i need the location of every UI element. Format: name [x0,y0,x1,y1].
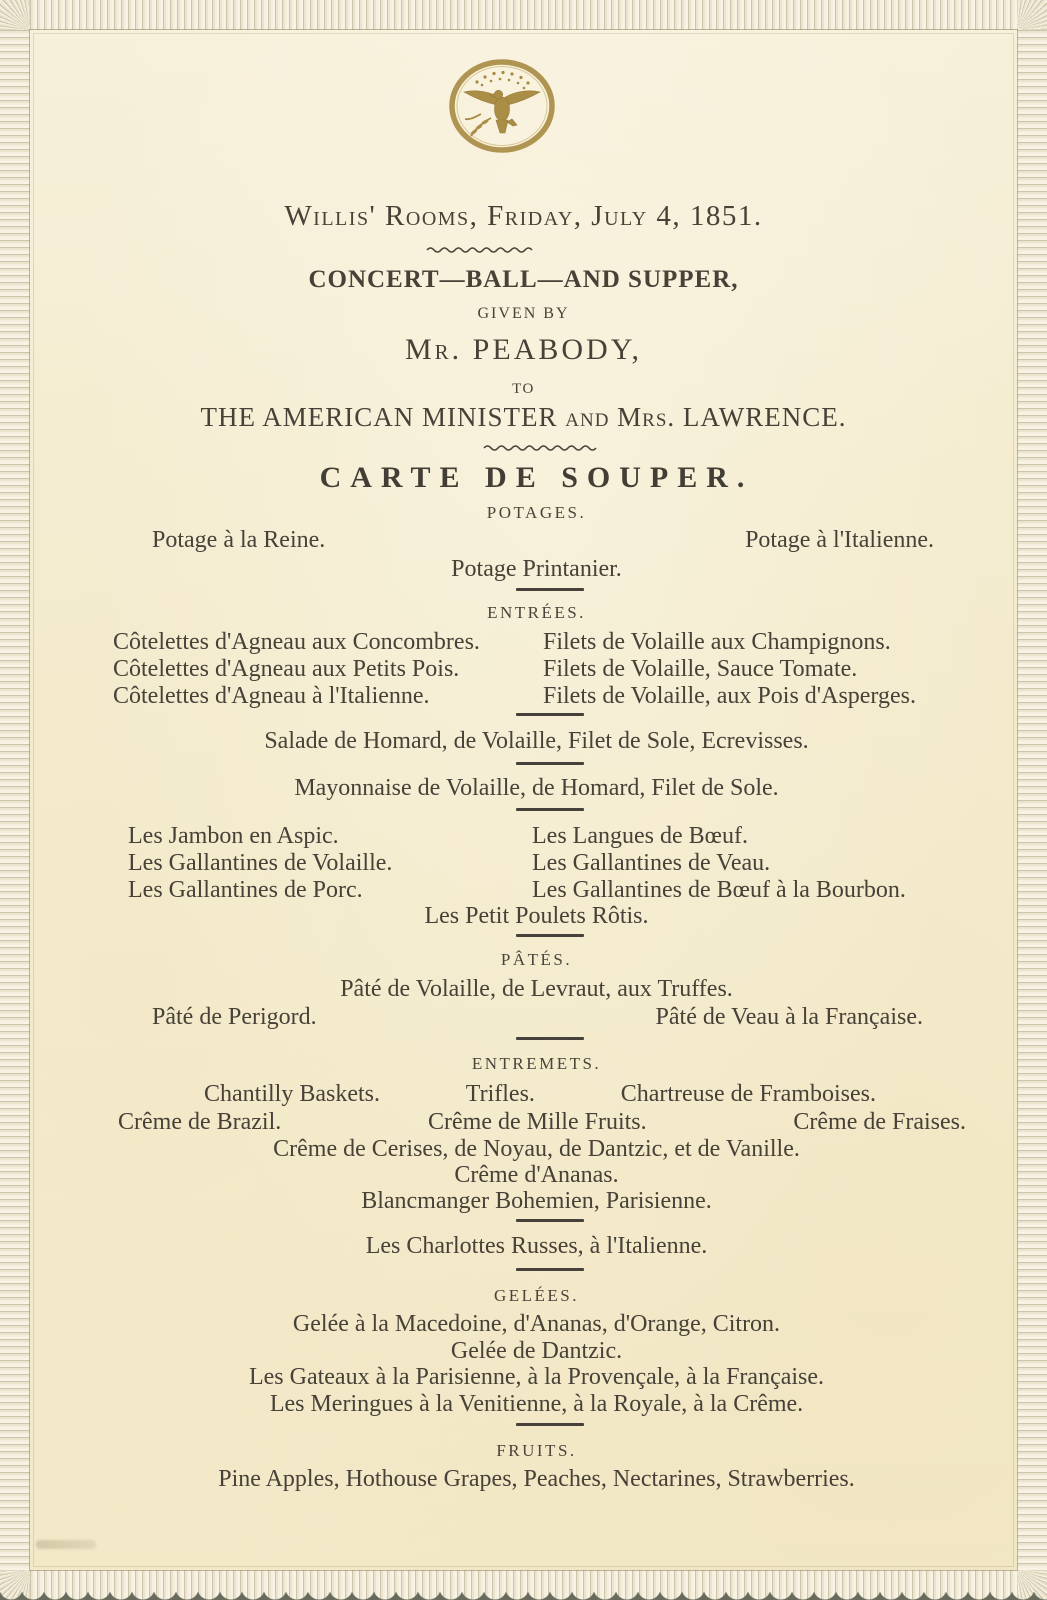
lace-corner-top-left [0,0,30,30]
entrees-row [0,629,1047,659]
lace-border-left [0,0,30,1600]
poulets-line: Les Petit Poulets Rôtis. [424,903,649,929]
potages-row [30,527,1017,554]
pate-left-item: Pâté de Perigord. [152,1004,317,1030]
charlottes-line: Les Charlottes Russes, à l'Italienne. [365,1233,708,1259]
pates-row [30,1004,1017,1031]
entremets-item: Crême de Mille Fruits. [428,1109,647,1135]
entree-left-item: Côtelettes d'Agneau à l'Italienne. [113,683,430,709]
cold-right-item: Les Langues de Bœuf. [532,823,748,849]
section-rule [516,1423,584,1426]
entremets-item: Trifles. [465,1081,535,1107]
section-rule [516,588,584,591]
entrees-row [0,656,1047,686]
section-rule [516,1268,584,1271]
gelees-line: Gelée de Dantzic. [450,1338,623,1364]
potage-right-item: Potage à l'Italienne. [745,527,934,553]
cold-left-item: Les Gallantines de Porc. [128,877,363,903]
entremets-item: Crême de Fraises. [793,1109,966,1135]
entremets-item: Chantilly Baskets. [204,1081,380,1107]
cold-right-item: Les Gallantines de Bœuf à la Bourbon. [532,877,906,903]
entree-right-item: Filets de Volaille aux Champignons. [543,629,891,655]
mayonnaise-line: Mayonnaise de Volaille, de Homard, Filet de Sole. [294,775,779,801]
entree-left-item: Côtelettes d'Agneau aux Concombres. [113,629,480,655]
venue-date-line: Willis' Rooms, Friday, July 4, 1851. [284,200,763,232]
lace-border-top [0,0,1047,30]
host-line: Mr. PEABODY, [405,333,642,366]
fruits-line: Pine Apples, Hothouse Grapes, Peaches, Nectarines, Strawberries. [218,1466,855,1492]
entremets-ananas-line: Crême d'Ananas. [454,1162,619,1188]
entremets-blancmanger-line: Blancmanger Bohemien, Parisienne. [361,1188,712,1214]
ornament-wavy-rule-1 [425,242,535,252]
section-rule [516,762,584,765]
menu-title: CARTE DE SOUPER. [319,461,754,494]
potage-center-item: Potage Printanier. [451,556,622,582]
fruits-heading: FRUITS. [496,1441,577,1460]
cold-dishes-row [0,823,1047,853]
section-rule [516,1219,584,1222]
entrees-heading: ENTRÉES. [487,603,586,622]
entremets-row-2 [30,1109,1017,1136]
to-label: TO [512,381,535,397]
potage-left-item: Potage à la Reine. [152,527,326,553]
cold-left-item: Les Gallantines de Volaille. [128,850,393,876]
entremets-heading: ENTREMETS. [471,1054,602,1073]
pate-right-item: Pâté de Veau à la Française. [655,1004,923,1030]
gelees-heading: GELÉES. [493,1286,580,1305]
entree-right-item: Filets de Volaille, aux Pois d'Asperges. [543,683,916,709]
entremets-item: Chartreuse de Framboises. [620,1081,876,1107]
section-rule [516,713,584,716]
lace-border-right [1017,0,1047,1600]
given-by-label: GIVEN BY [477,305,570,322]
ornament-wavy-rule-2 [482,440,600,450]
cold-left-item: Les Jambon en Aspic. [128,823,339,849]
scalloped-edge-bottom [0,1592,1047,1600]
potages-heading: POTAGES. [486,503,587,522]
gelees-line: Les Gateaux à la Parisienne, à la Provençale, à la Française. [248,1364,825,1390]
entremets-row-1 [30,1081,1017,1108]
entrees-row [0,683,1047,713]
cold-right-item: Les Gallantines de Veau. [532,850,771,876]
honorees-line: THE AMERICAN MINISTER and Mrs. LAWRENCE. [200,402,847,432]
section-rule [516,808,584,811]
gelees-line: Les Meringues à la Venitienne, à la Royale, à la Crême. [269,1391,804,1417]
salade-line: Salade de Homard, de Volaille, Filet de Sole, Ecrevisses. [264,728,809,754]
entremets-cerises-line: Crême de Cerises, de Noyau, de Dantzic, et de Vanille. [273,1136,800,1162]
gelees-line: Gelée à la Macedoine, d'Ananas, d'Orange, Citron. [292,1311,781,1337]
lace-corner-top-right [1017,0,1047,30]
event-line: CONCERT—BALL—AND SUPPER, [308,266,739,293]
eagle-medallion-icon [447,56,557,156]
entree-right-item: Filets de Volaille, Sauce Tomate. [543,656,858,682]
cold-dishes-row [0,850,1047,880]
section-rule [516,1037,584,1040]
pates-heading: PÂTÉS. [500,950,573,969]
entremets-item: Crême de Brazil. [118,1109,282,1135]
pates-center-line: Pâté de Volaille, de Levraut, aux Truffes. [340,976,733,1002]
section-rule [516,934,584,937]
entree-left-item: Côtelettes d'Agneau aux Petits Pois. [113,656,460,682]
embosser-maker-mark [36,1540,96,1549]
